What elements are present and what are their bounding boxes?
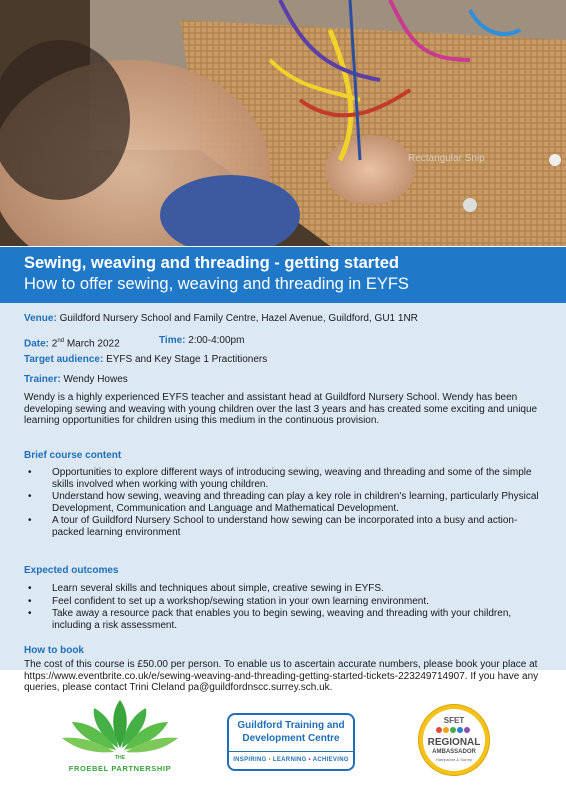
hero-illustration (0, 0, 566, 246)
gtdc-word3: ACHIEVING (312, 757, 349, 763)
outcomes-list (24, 583, 544, 632)
gtdc-name (229, 719, 353, 745)
sfet-ambassador-badge (418, 704, 490, 776)
time-label: Time: (159, 335, 186, 346)
course-subtitle: How to offer sewing, weaving and threading in EYFS (24, 275, 409, 293)
list-item: • Take away a resource pack that enables you to begin sewing, weaving and threading with your children, including a risk assessment. (24, 608, 544, 631)
color-dots-icon (436, 727, 472, 735)
date-rest: March 2022 (66, 338, 120, 350)
audience-label: Target audience: (24, 354, 104, 365)
gtdc-line2: Development Centre (242, 733, 340, 744)
trainer-bio: Wendy is a highly experienced EYFS teacher and assistant head at Guildford Nursery School. Wendy has been developing sewing and weaving with young children over the last 3 years and has created some exciting and unique learning opportunities for children using this medium in the continuous provision. (24, 392, 538, 426)
froebel-small-text: THE (115, 755, 125, 761)
gtdc-divider (229, 751, 353, 752)
froebel-name: FROEBEL PARTNERSHIP (68, 764, 172, 773)
trainer-value: Wendy Howes (63, 374, 128, 385)
course-title: Sewing, weaving and threading - getting started (24, 254, 399, 272)
date-suffix: nd (57, 338, 65, 344)
hero-photo (0, 0, 566, 246)
dot-icon: • (308, 757, 312, 763)
sfet-top: SFET (443, 716, 465, 725)
audience-row (24, 354, 267, 366)
snip-overlay-text: Rectangular Snip (408, 153, 485, 164)
gtdc-logo (227, 713, 355, 771)
gtdc-word2: LEARNING (272, 757, 307, 763)
sfet-main: REGIONAL (427, 737, 481, 748)
time-row (159, 335, 244, 347)
sfet-sub: AMBASSADOR (432, 749, 476, 755)
booking-heading: How to book (24, 645, 84, 656)
sfet-region: Hampshire & Surrey (435, 757, 472, 762)
date-day: 2 (51, 338, 58, 350)
date-row (24, 335, 120, 350)
venue-row (24, 313, 418, 325)
booking-text: The cost of this course is £50.00 per person. To enable us to ascertain accurate numbers, please book your place at https://www.eventbrite.co.uk/e/sewing-weaving-and-threading-getting-started-tickets-223249714907. If you have any queries, please contact Trini Cleland pa@guildfordnscc.surrey.sch.uk. (24, 659, 539, 693)
audience-value: EYFS and Key Stage 1 Practitioners (106, 354, 268, 365)
gtdc-line1: Guildford Training and (237, 720, 345, 731)
date-label: Date: (24, 338, 50, 350)
venue-label: Venue: (24, 313, 57, 324)
brief-list (24, 467, 544, 539)
title-banner (0, 247, 566, 303)
list-item: • A tour of Guildford Nursery School to understand how sewing can be incorporated into a busy and action-packed learning environment (24, 515, 544, 538)
list-item: • Opportunities to explore different ways of introducing sewing, weaving and threading and some of the simple skills involved when working with young children. (24, 467, 544, 490)
gtdc-word1: INSPIRING (233, 757, 267, 763)
list-item: • Learn several skills and techniques about simple, creative sewing in EYFS. (24, 583, 544, 595)
list-item: • Feel confident to set up a workshop/sewing station in your own learning environment. (24, 596, 544, 608)
outcomes-heading: Expected outcomes (24, 565, 119, 576)
trainer-label: Trainer: (24, 374, 61, 385)
dot-icon: • (268, 757, 271, 763)
trainer-row (24, 374, 128, 386)
time-value: 2:00-4:00pm (188, 335, 245, 346)
brief-heading: Brief course content (24, 450, 122, 461)
list-item: • Understand how sewing, weaving and threading can play a key role in children's learning, particularly Physical Development, Communication and Language and Mathematical Development. (24, 491, 544, 514)
froebel-partnership-logo (50, 698, 190, 780)
gtdc-tagline (229, 757, 353, 763)
lotus-icon (50, 698, 190, 758)
venue-value: Guildford Nursery School and Family Centre, Hazel Avenue, Guildford, GU1 1NR (59, 313, 418, 324)
